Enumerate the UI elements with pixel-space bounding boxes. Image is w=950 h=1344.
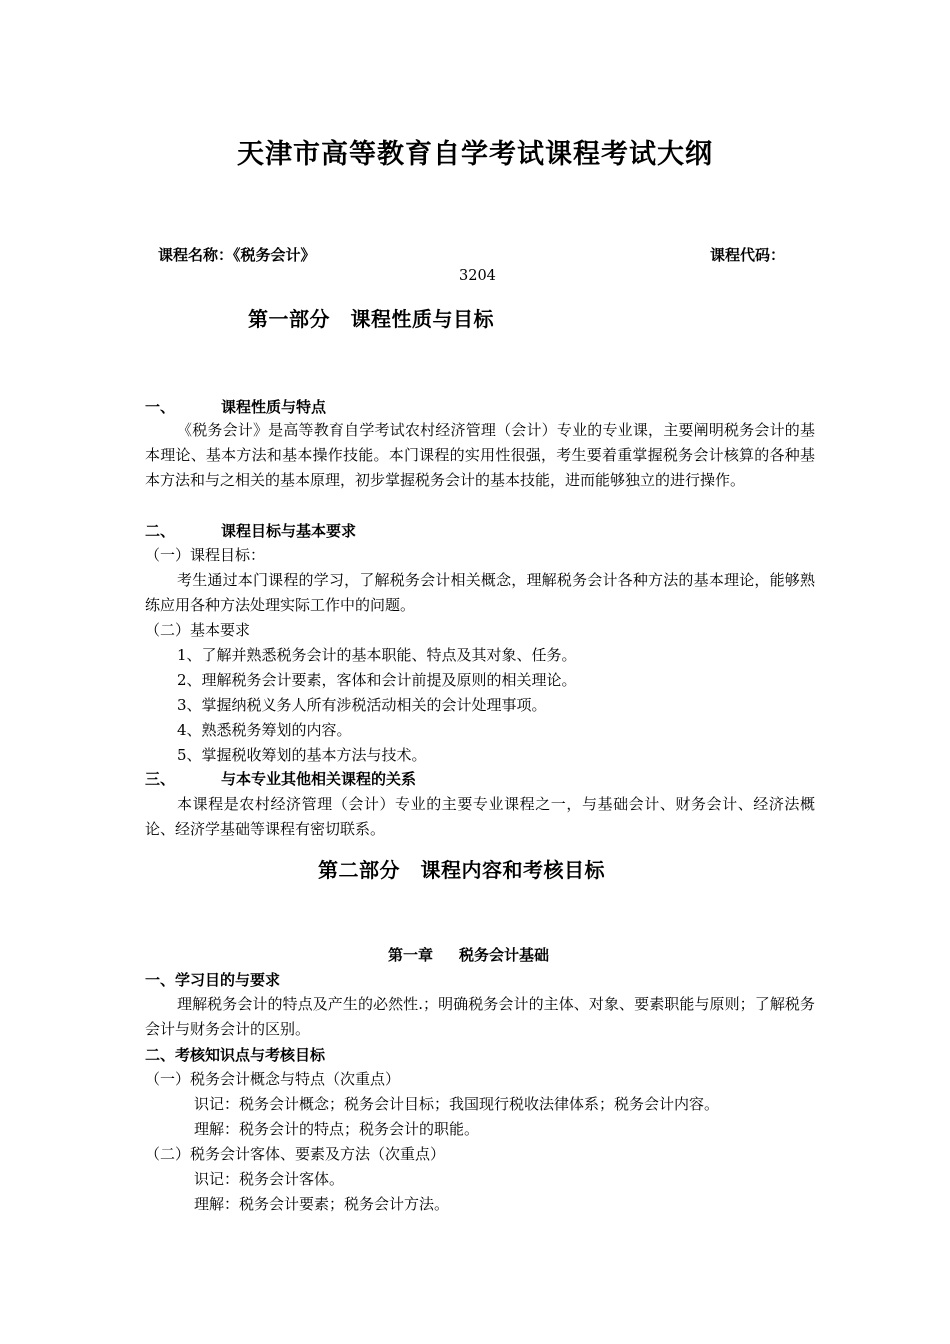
knowledge-point-1-understand: 理解：税务会计的特点；税务会计的职能。 bbox=[194, 1120, 480, 1138]
course-code-label: 课程代码： bbox=[710, 246, 786, 264]
knowledge-point-2-remember: 识记：税务会计客体。 bbox=[194, 1170, 345, 1188]
course-name-label: 课程名称：《税务会计》 bbox=[158, 246, 316, 264]
section3-paragraph: 本课程是农村经济管理（会计）专业的主要专业课程之一，与基础会计、财务会计、经济法概论、经济学基础等课程有密切联系。 bbox=[145, 795, 815, 838]
section1-number: 一、 bbox=[145, 398, 176, 416]
document-title: 天津市高等教育自学考试课程考试大纲 bbox=[237, 139, 713, 170]
section2-number: 二、 bbox=[145, 522, 176, 540]
chapter-title: 税务会计基础 bbox=[459, 946, 550, 964]
requirement-item: 4、熟悉税务筹划的内容。 bbox=[177, 721, 352, 739]
course-code-value: 3204 bbox=[459, 268, 496, 284]
requirement-item: 3、掌握纳税义务人所有涉税活动相关的会计处理事项。 bbox=[177, 696, 547, 714]
section1-heading bbox=[145, 396, 326, 417]
chapter-number: 第一章 bbox=[388, 946, 434, 964]
goals-paragraph: 考生通过本门课程的学习，了解税务会计相关概念，理解税务会计各种方法的基本理论，能够熟练应用各种方法处理实际工作中的问题。 bbox=[145, 571, 815, 614]
section3-title: 与本专业其他相关课程的关系 bbox=[221, 770, 417, 788]
knowledge-point-2: （二）税务会计客体、要素及方法（次重点） bbox=[145, 1145, 446, 1163]
section1-title: 课程性质与特点 bbox=[221, 398, 327, 416]
section2-heading bbox=[145, 520, 356, 541]
requirement-item: 1、了解并熟悉税务会计的基本职能、特点及其对象、任务。 bbox=[177, 646, 577, 664]
requirement-item: 2、理解税务会计要素，客体和会计前提及原则的相关理论。 bbox=[177, 671, 577, 689]
knowledge-point-2-understand: 理解：税务会计要素；税务会计方法。 bbox=[194, 1195, 450, 1213]
learning-goals-paragraph: 理解税务会计的特点及产生的必然性.；明确税务会计的主体、对象、要素职能与原则；了解税务会计与财务会计的区别。 bbox=[145, 995, 815, 1038]
section3-number: 三、 bbox=[145, 770, 176, 788]
requirement-item: 5、掌握税收筹划的基本方法与技术。 bbox=[177, 746, 427, 764]
section3-heading bbox=[145, 768, 416, 789]
subsection-requirements: （二）基本要求 bbox=[145, 621, 251, 639]
assessment-heading: 二、考核知识点与考核目标 bbox=[145, 1046, 326, 1064]
section2-title: 课程目标与基本要求 bbox=[221, 522, 357, 540]
part1-heading: 第一部分 课程性质与目标 bbox=[248, 307, 494, 331]
section1-paragraph: 《税务会计》是高等教育自学考试农村经济管理（会计）专业的专业课，主要阐明税务会计的基本理论、基本方法和基本操作技能。本门课程的实用性很强，考生要着重掌握税务会计核算的各种基本方法和与之相关的基本原理，初步掌握税务会计的基本技能，进而能够独立的进行操作。 bbox=[145, 421, 815, 489]
knowledge-point-1: （一）税务会计概念与特点（次重点） bbox=[145, 1070, 401, 1088]
knowledge-point-1-remember: 识记：税务会计概念；税务会计目标；我国现行税收法律体系；税务会计内容。 bbox=[194, 1095, 720, 1113]
learning-goals-heading: 一、学习目的与要求 bbox=[145, 971, 281, 989]
part2-heading: 第二部分 课程内容和考核目标 bbox=[318, 858, 605, 882]
chapter-heading bbox=[388, 944, 549, 965]
subsection-goals: （一）课程目标： bbox=[145, 546, 266, 564]
